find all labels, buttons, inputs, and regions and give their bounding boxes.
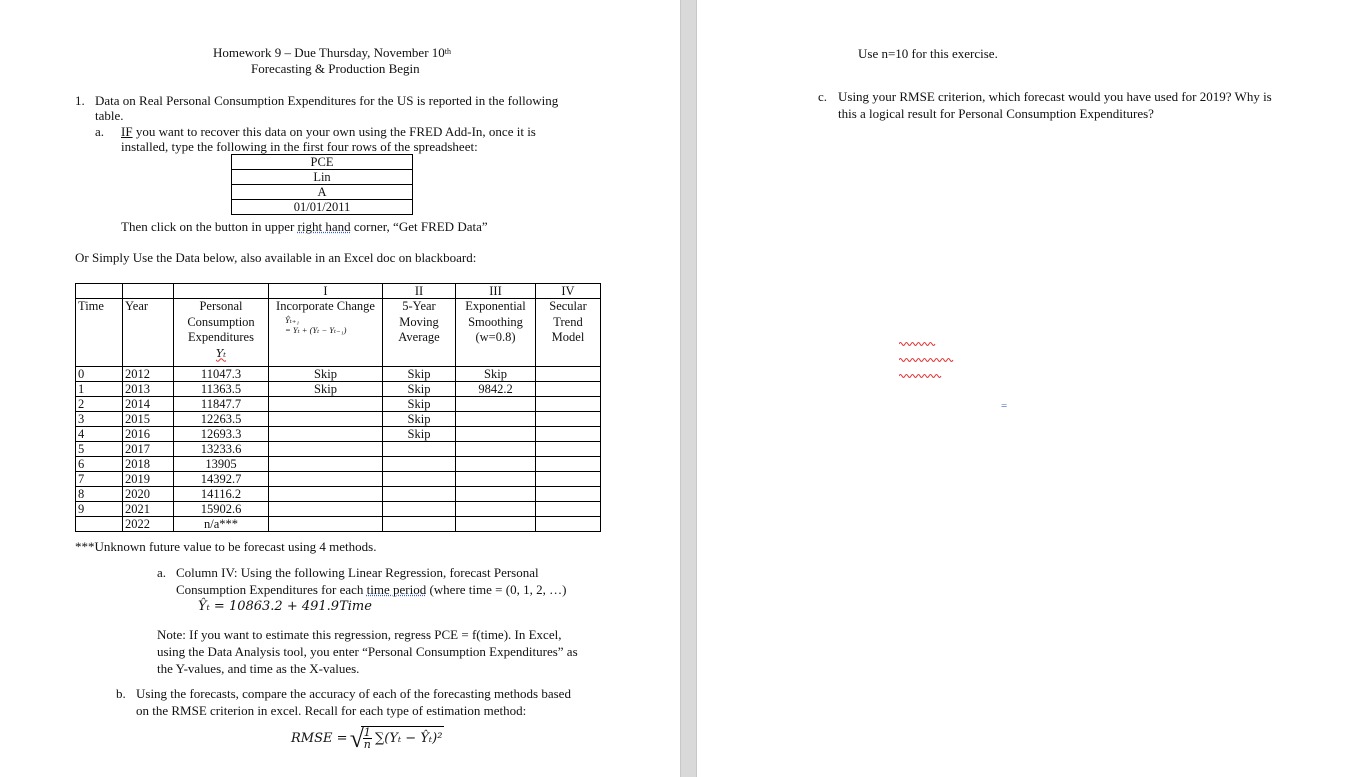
fred-row-start-date: 01/01/2011 [232, 200, 413, 215]
rmse-formula [291, 724, 444, 753]
cell-exp-smoothing [456, 487, 536, 502]
cell-moving-average [383, 472, 456, 487]
q1a-line1 [121, 124, 536, 140]
q1-number: 1. [75, 93, 85, 108]
cell-moving-average: Skip [383, 427, 456, 442]
rmse-sqrt [349, 724, 445, 753]
incorporate-formula-rhs: = Yₜ + (Yₜ − Yₜ₋₁) [285, 324, 347, 335]
cell-year: 2014 [123, 397, 174, 412]
cell-exp-smoothing [456, 457, 536, 472]
cell-time: 3 [76, 412, 123, 427]
sub-a-label: a. [157, 565, 167, 580]
cell-exp-smoothing: Skip [456, 367, 536, 382]
cell-time: 2 [76, 397, 123, 412]
incorporate-formula-lhs: Ŷₜ₊₁ [285, 314, 300, 325]
squiggle-2 [899, 359, 953, 362]
table-row [76, 457, 601, 472]
squiggle-3 [899, 375, 941, 378]
cell-year: 2020 [123, 487, 174, 502]
table-row [76, 367, 601, 382]
cell-pce: 11847.7 [174, 397, 269, 412]
fred-row-units: Lin [232, 170, 413, 185]
cell-incorporate [269, 412, 383, 427]
header-moving-average: 5-Year Moving Average [383, 299, 456, 367]
sub-c-line1: Using your RMSE criterion, which forecast would you have used for 2019? Why is [838, 89, 1272, 104]
cell-secular-trend [536, 502, 601, 517]
cell-moving-average: Skip [383, 397, 456, 412]
header-pce-symbol: Yₜ [216, 346, 226, 360]
cell-incorporate [269, 442, 383, 457]
stray-mark: = [1001, 400, 1008, 412]
cell-pce: 11363.5 [174, 382, 269, 397]
q1a-line2: installed, type the following in the first four rows of the spreadsheet: [121, 139, 478, 154]
title-text: Homework 9 – Due Thursday, November 10 [213, 45, 445, 60]
sub-c-line2: this a logical result for Personal Consumption Expenditures? [838, 106, 1154, 121]
sub-a-line2-pre: Consumption Expenditures for each [176, 582, 367, 597]
header-secular-trend: Secular Trend Model [536, 299, 601, 367]
document-page-2 [697, 0, 1353, 777]
table-row [76, 502, 601, 517]
q1-text-line1: Data on Real Personal Consumption Expenditures for the US is reported in the following [95, 93, 559, 108]
cell-pce: 15902.6 [174, 502, 269, 517]
cell-year: 2022 [123, 517, 174, 532]
squiggle-1 [899, 343, 935, 346]
table-body [76, 367, 601, 532]
table-row [76, 427, 601, 442]
column-header-row [76, 299, 601, 367]
cell-time: 0 [76, 367, 123, 382]
note-line2: using the Data Analysis tool, you enter “Personal Consumption Expenditures” as [157, 644, 578, 659]
pce-data-table [75, 283, 601, 532]
cell-year: 2012 [123, 367, 174, 382]
table-footnote: ***Unknown future value to be forecast using 4 methods. [75, 539, 377, 554]
cell-moving-average: Skip [383, 382, 456, 397]
rmse-sum-body: ∑(Yₜ − Ŷₜ)² [375, 731, 443, 746]
cell-year: 2019 [123, 472, 174, 487]
then-click-post: corner, “Get FRED Data” [350, 219, 488, 234]
header-incorporate [269, 299, 383, 367]
cell-moving-average [383, 517, 456, 532]
cell-exp-smoothing [456, 472, 536, 487]
q1-text-line2: table. [95, 108, 124, 123]
cell-secular-trend [536, 472, 601, 487]
col-roman-iv: IV [536, 284, 601, 299]
if-emphasis: IF [121, 124, 133, 139]
cell-exp-smoothing: 9842.2 [456, 382, 536, 397]
rmse-lhs: RMSE = [291, 731, 348, 746]
sub-a-line2-post: (where time = (0, 1, 2, …) [426, 582, 567, 597]
cell-secular-trend [536, 427, 601, 442]
cell-secular-trend [536, 487, 601, 502]
fred-input-table [231, 154, 413, 215]
use-n-text: Use n=10 for this exercise. [858, 46, 998, 61]
cell-pce: 14392.7 [174, 472, 269, 487]
header-time: Time [76, 299, 123, 367]
sub-a-line1: Column IV: Using the following Linear Regression, forecast Personal [176, 565, 539, 580]
cell-moving-average: Skip [383, 412, 456, 427]
cell-pce: 13233.6 [174, 442, 269, 457]
cell-time: 5 [76, 442, 123, 457]
cell-moving-average [383, 487, 456, 502]
then-click-text [121, 219, 488, 235]
time-period-text: time period [366, 582, 427, 597]
col-roman-ii: II [383, 284, 456, 299]
cell-year: 2018 [123, 457, 174, 472]
cell-secular-trend [536, 367, 601, 382]
then-click-pre: Then click on the button in upper [121, 219, 298, 234]
cell-year: 2015 [123, 412, 174, 427]
col-roman-iii: III [456, 284, 536, 299]
sub-b-line1: Using the forecasts, compare the accuracy of each of the forecasting methods based [136, 686, 571, 701]
cell-time: 6 [76, 457, 123, 472]
cell-pce: 11047.3 [174, 367, 269, 382]
header-incorporate-label: Incorporate Change [276, 299, 375, 313]
cell-pce: 12263.5 [174, 412, 269, 427]
homework-subtitle: Forecasting & Production Begin [251, 61, 420, 76]
sub-b-line2: on the RMSE criterion in excel. Recall for each type of estimation method: [136, 703, 527, 718]
fraction-denominator: n [363, 738, 371, 751]
fred-row-frequency: A [232, 185, 413, 200]
q1a-line1-rest: you want to recover this data on your own using the FRED Add-In, once it is [132, 124, 536, 139]
cell-year: 2017 [123, 442, 174, 457]
cell-time: 1 [76, 382, 123, 397]
cell-year: 2013 [123, 382, 174, 397]
table-row [76, 442, 601, 457]
cell-pce: n/a*** [174, 517, 269, 532]
header-exp-smoothing: Exponential Smoothing (w=0.8) [456, 299, 536, 367]
cell-exp-smoothing [456, 412, 536, 427]
table-row [76, 382, 601, 397]
cell-year: 2016 [123, 427, 174, 442]
table-row [76, 517, 601, 532]
cell-exp-smoothing [456, 427, 536, 442]
fraction-numerator: 1 [363, 726, 371, 739]
cell-time: 7 [76, 472, 123, 487]
cell-exp-smoothing [456, 397, 536, 412]
radical-icon: √ [349, 724, 365, 753]
spellcheck-squiggles [899, 340, 959, 384]
homework-title [213, 45, 451, 61]
roman-header-row [76, 284, 601, 299]
sub-c-label: c. [818, 89, 828, 104]
cell-incorporate: Skip [269, 382, 383, 397]
q1a-label: a. [95, 124, 105, 139]
cell-incorporate [269, 397, 383, 412]
cell-incorporate [269, 457, 383, 472]
title-sup: th [444, 47, 452, 56]
note-line1: Note: If you want to estimate this regression, regress PCE = f(time). In Excel, [157, 627, 562, 642]
cell-moving-average [383, 457, 456, 472]
header-pce-label: Personal Consumption Expenditures [187, 299, 255, 344]
cell-time: 9 [76, 502, 123, 517]
col-roman-i: I [269, 284, 383, 299]
right-hand-text: right hand [297, 219, 351, 234]
cell-moving-average: Skip [383, 367, 456, 382]
cell-exp-smoothing [456, 442, 536, 457]
cell-time: 8 [76, 487, 123, 502]
cell-time [76, 517, 123, 532]
sub-b-label: b. [116, 686, 126, 701]
note-line3: the Y-values, and time as the X-values. [157, 661, 360, 676]
cell-secular-trend [536, 382, 601, 397]
regression-equation: Ŷₜ = 10863.2 + 491.9Time [198, 599, 372, 614]
rmse-fraction [363, 727, 372, 750]
table-row [76, 472, 601, 487]
fred-row-series: PCE [232, 155, 413, 170]
cell-incorporate [269, 487, 383, 502]
cell-secular-trend [536, 412, 601, 427]
cell-year: 2021 [123, 502, 174, 517]
cell-exp-smoothing [456, 502, 536, 517]
header-year: Year [123, 299, 174, 367]
cell-secular-trend [536, 517, 601, 532]
cell-time: 4 [76, 427, 123, 442]
cell-incorporate [269, 472, 383, 487]
cell-incorporate [269, 502, 383, 517]
cell-incorporate: Skip [269, 367, 383, 382]
page-gutter [680, 0, 697, 777]
cell-secular-trend [536, 397, 601, 412]
table-row [76, 412, 601, 427]
cell-incorporate [269, 427, 383, 442]
sub-a-line2 [176, 582, 566, 598]
cell-incorporate [269, 517, 383, 532]
cell-secular-trend [536, 457, 601, 472]
cell-moving-average [383, 442, 456, 457]
cell-exp-smoothing [456, 517, 536, 532]
cell-secular-trend [536, 442, 601, 457]
table-row [76, 487, 601, 502]
cell-moving-average [383, 502, 456, 517]
header-pce [174, 299, 269, 367]
table-row [76, 397, 601, 412]
or-simply-text: Or Simply Use the Data below, also available in an Excel doc on blackboard: [75, 250, 477, 265]
cell-pce: 12693.3 [174, 427, 269, 442]
cell-pce: 13905 [174, 457, 269, 472]
cell-pce: 14116.2 [174, 487, 269, 502]
